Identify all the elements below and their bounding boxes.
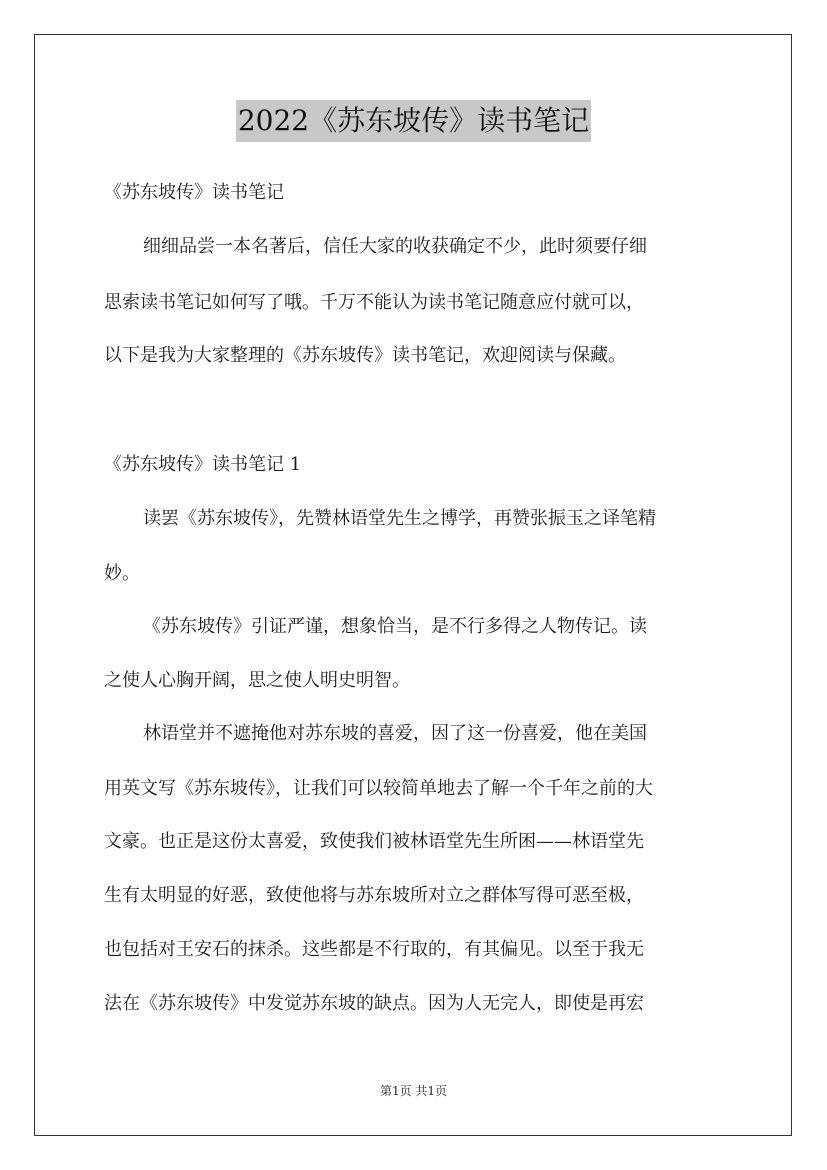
paragraph-line: 也包括对王安石的抹杀。这些都是不行取的，有其偏见。以至于我无 (104, 939, 644, 960)
intro-line-2: 思索读书笔记如何写了哦。千万不能认为读书笔记随意应付就可以， (104, 292, 644, 313)
paragraph-line: 林语堂并不遮掩他对苏东坡的喜爱，因了这一份喜爱，他在美国 (143, 723, 647, 744)
paragraph-line: 读罢《苏东坡传》，先赞林语堂先生之博学，再赞张振玉之译笔精 (143, 508, 656, 529)
subtitle: 《苏东坡传》读书笔记 (104, 182, 284, 203)
paragraph-line: 妙。 (104, 563, 140, 584)
paragraph-line: 《苏东坡传》引证严谨，想象恰当，是不行多得之人物传记。读 (143, 616, 647, 637)
paragraph-line: 之使人心胸开阔，思之使人明史明智。 (104, 670, 410, 691)
page-footer: 第1页 共1页 (379, 1084, 448, 1098)
intro-line-3: 以下是我为大家整理的《苏东坡传》读书笔记，欢迎阅读与保藏。 (104, 345, 626, 366)
section-heading: 《苏东坡传》读书笔记 1 (104, 454, 302, 475)
paragraph-line: 法在《苏东坡传》中发觉苏东坡的缺点。因为人无完人，即使是再宏 (104, 993, 644, 1014)
intro-line-1: 细细品尝一本名著后，信任大家的收获确定不少，此时须要仔细 (143, 236, 647, 257)
document-title: 2022《苏东坡传》读书笔记 (236, 100, 591, 142)
paragraph-line: 生有太明显的好恶，致使他将与苏东坡所对立之群体写得可恶至极， (104, 885, 644, 906)
paragraph-line: 文豪。也正是这份太喜爱，致使我们被林语堂先生所困——林语堂先 (104, 831, 644, 852)
paragraph-line: 用英文写《苏东坡传》，让我们可以较简单地去了解一个千年之前的大 (104, 778, 653, 799)
title-container (0, 100, 827, 142)
